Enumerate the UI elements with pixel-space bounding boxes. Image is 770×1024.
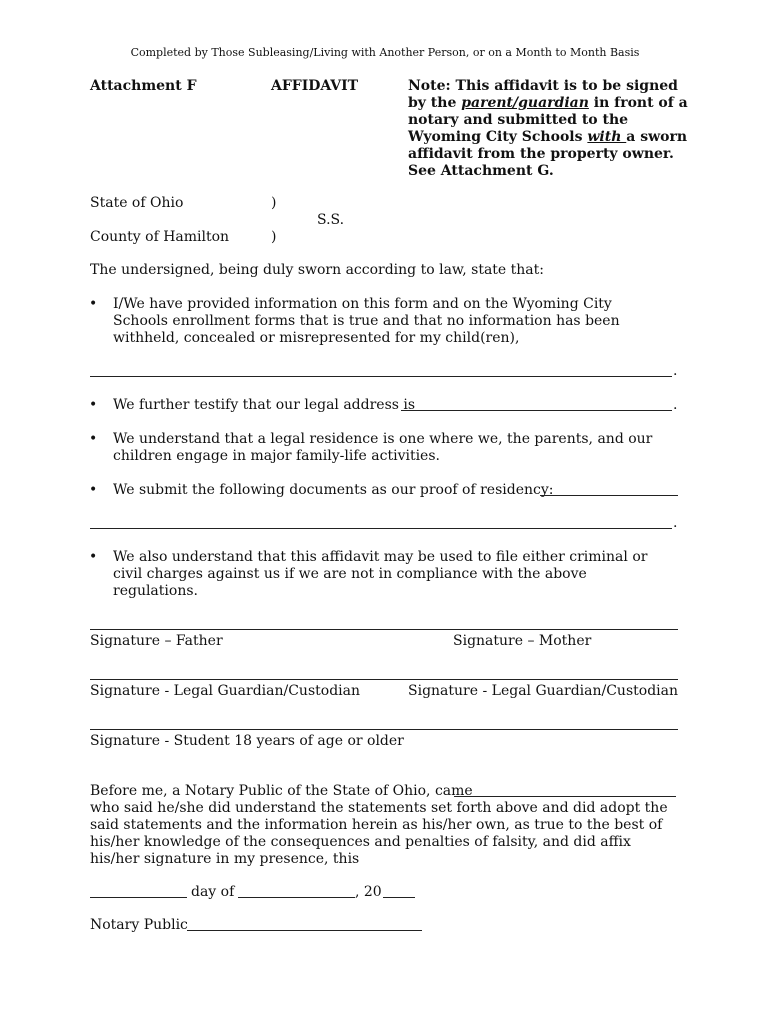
signature-guardian-left-label: Signature - Legal Guardian/Custodian [90, 683, 360, 699]
signing-note [408, 78, 698, 180]
venue-paren-top: ) [271, 195, 277, 211]
note-suffix: a sworn affidavit from the property owner. See Attachment G. [408, 129, 688, 179]
bullet-2-period: . [673, 397, 678, 413]
day-of-label: day of [191, 884, 235, 900]
note-with: with [587, 129, 627, 145]
note-parent-guardian: parent/guardian [461, 95, 589, 111]
signature-father-label: Signature – Father [90, 633, 223, 649]
notary-name-line[interactable] [454, 796, 676, 797]
signature-student-label: Signature - Student 18 years of age or older [90, 733, 404, 749]
notary-day-line[interactable] [90, 897, 187, 898]
notary-year-line[interactable] [383, 897, 415, 898]
venue-paren-bottom: ) [271, 229, 277, 245]
bullet-1-text: I/We have provided information on this form and on the Wyoming City Schools enrollment forms that is true and that no information has been withheld, concealed or misrepresented for my child(ren), [113, 296, 620, 346]
note-prefix: Note: This affidavit is to be signed by the [408, 78, 678, 111]
bullet-5-text: We also understand that this affidavit may be used to file either criminal or civil charges against us if we are not in compliance with the above regulations. [113, 549, 648, 599]
signature-mother-label: Signature – Mother [453, 633, 592, 649]
bullet-4-marker: • [89, 482, 98, 498]
bullet-5-marker: • [89, 549, 98, 565]
legal-address-line[interactable] [401, 410, 672, 411]
bullet-1-period: . [673, 363, 678, 379]
residency-docs-line-2[interactable] [90, 528, 672, 529]
notary-body: who said he/she did understand the statements set forth above and did adopt the said statements and the information herein as his/her own, as true to the best of his/her knowledge of the consequences and penalties of falsity, and did affix his/her signature in my presence, this [90, 800, 668, 867]
notary-public-label: Notary Public [90, 917, 188, 933]
ss-label: S.S. [317, 212, 345, 228]
intro-statement: The undersigned, being duly sworn according to law, state that: [90, 262, 544, 278]
signature-line-parents[interactable] [90, 629, 678, 630]
bullet-2-marker: • [89, 397, 98, 413]
children-names-line[interactable] [90, 376, 672, 377]
notary-public-signature-line[interactable] [187, 930, 422, 931]
notary-month-line[interactable] [238, 897, 355, 898]
county-label: County of Hamilton [90, 229, 230, 245]
state-label: State of Ohio [90, 195, 184, 211]
bullet-4-text: We submit the following documents as our proof of residency: [113, 482, 554, 498]
bullet-4-period: . [673, 515, 678, 531]
residency-docs-line-1[interactable] [540, 495, 678, 496]
affidavit-title: AFFIDAVIT [271, 78, 359, 94]
bullet-1-marker: • [89, 296, 98, 312]
signature-line-student[interactable] [90, 729, 678, 730]
bullet-3-text: We understand that a legal residence is one where we, the parents, and our children engage in major family-life activities. [113, 431, 653, 464]
year-label: , 20 [355, 884, 382, 900]
signature-line-guardians[interactable] [90, 679, 678, 680]
notary-intro: Before me, a Notary Public of the State of Ohio, came [90, 783, 473, 799]
bullet-2-text: We further testify that our legal address is [113, 397, 416, 413]
attachment-label: Attachment F [90, 78, 197, 94]
signature-guardian-right-label: Signature - Legal Guardian/Custodian [408, 683, 678, 699]
bullet-3-marker: • [89, 431, 98, 447]
note-mid: in front of a notary and submitted to the Wyoming City Schools [408, 95, 688, 145]
header-subtitle: Completed by Those Subleasing/Living with Another Person, or on a Month to Month Basis [130, 46, 640, 59]
